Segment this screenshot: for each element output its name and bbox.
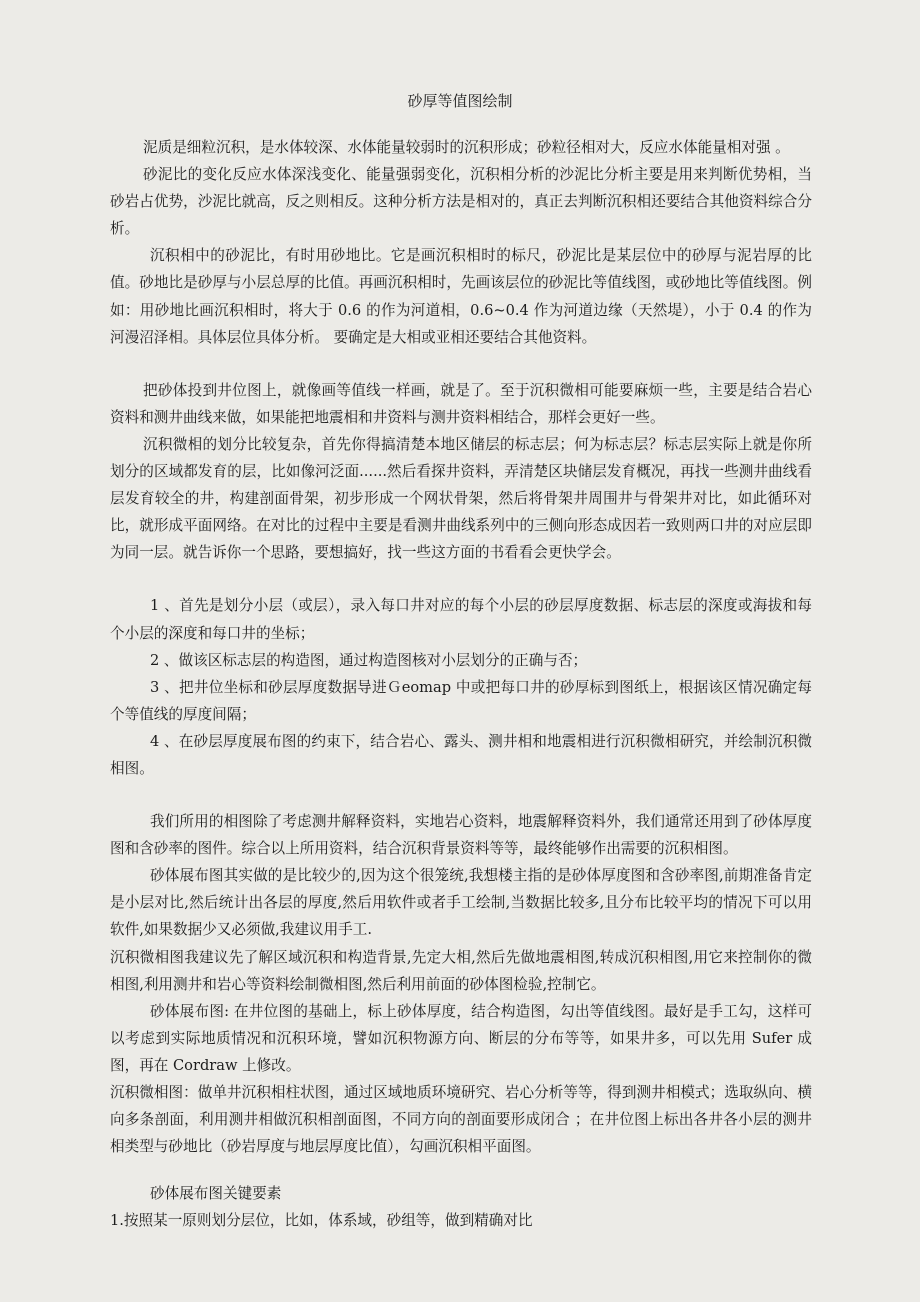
- paragraph-2: 砂泥比的变化反应水体深浅变化、能量强弱变化，沉积相分析的沙泥比分析主要是用来判断优势相，当砂岩占优势，沙泥比就高，反之则相反。这种分析方法是相对的，真正去判断沉积相还要结合其他资料综合分析。: [110, 166, 812, 238]
- step-2: 2 、做该区标志层的构造图，通过构造图核对小层划分的正确与否；: [150, 651, 588, 669]
- step-4: 4 、在砂层厚度展布图的约束下，结合岩心、露头、测井相和地震相进行沉积微相研究，并绘制沉积微相图。: [110, 732, 812, 777]
- paragraph-6: 我们所用的相图除了考虑测井解释资料，实地岩心资料，地震解释资料外，我们通常还用到了砂体厚度图和含砂率的图件。综合以上所用资料，结合沉积背景资料等等，最终能够作出需要的沉积相图。: [110, 813, 812, 858]
- paragraph-8: 沉积微相图我建议先了解区域沉积和构造背景,先定大相,然后先做地震相图,转成沉积相图,用它来控制你的微相图,利用测井和岩心等资料绘制微相图,然后利用前面的砂体图检验,控制它。: [110, 948, 812, 993]
- paragraph-4: 把砂体投到井位图上，就像画等值线一样画，就是了。至于沉积微相可能要麻烦一些，主要是结合岩心资料和测井曲线来做，如果能把地震相和井资料与测井资料相结合，那样会更好一些。: [110, 381, 812, 426]
- paragraph-10: 沉积微相图：做单井沉积相柱状图，通过区域地质环境研究、岩心分析等等，得到测井相模式；选取纵向、横向多条剖面，利用测井相做沉积相剖面图，不同方向的剖面要形成闭合 ；在井位图上标出各井各小层的测井相类型与砂地比（砂岩厚度与地层厚度比值），勾画沉积相平面图。: [110, 1084, 812, 1156]
- step-3: 3 、把井位坐标和砂层厚度数据导进Ｇeomap 中或把每口井的砂厚标到图纸上，根据该区情况确定每个等值线的厚度间隔；: [110, 678, 812, 723]
- spacer: [110, 782, 812, 808]
- paragraph-9: 砂体展布图: 在井位图的基础上，标上砂体厚度，结合构造图，勾出等值线图。最好是手工勾，这样可以考虑到实际地质情况和沉积环境，譬如沉积物源方向、断层的分布等等，如果井多，可以先用 Sufer 成图，再在 Cordraw 上修改。: [110, 1002, 812, 1074]
- paragraph-7: 砂体展布图其实做的是比较少的,因为这个很笼统,我想楼主指的是砂体厚度图和含砂率图,前期准备肯定是小层对比,然后统计出各层的厚度,然后用软件或者手工绘制,当数据比较多,且分布比较平均的情况下可以用软件,如果数据少又必须做,我建议用手工.: [110, 867, 812, 939]
- list-item-1: 1.按照某一原则划分层位，比如，体系域，砂组等，做到精确对比: [110, 1212, 533, 1230]
- paragraph-5: 沉积微相的划分比较复杂，首先你得搞清楚本地区储层的标志层；何为标志层？标志层实际上就是你所划分的区域都发育的层，比如像河泛面......然后看探井资料，弄清楚区块储层发育概况，再找一些测井曲线看层发育较全的井，构建剖面骨架，初步形成一个网状骨架，然后将骨架井周围井与骨架井对比，如此循环对比，就形成平面网络。在对比的过程中主要是看测井曲线系列中的三侧向形态成因若一致则两口井的对应层即为同一层。就告诉你一个思路，要想搞好，找一些这方面的书看看会更快学会。: [110, 435, 812, 562]
- spacer: [110, 351, 812, 377]
- section-heading: 砂体展布图关键要素: [150, 1185, 282, 1203]
- paragraph-3: 沉积相中的砂泥比，有时用砂地比。它是画沉积相时的标尺，砂泥比是某层位中的砂厚与泥岩厚的比值。砂地比是砂厚与小层总厚的比值。再画沉积相时，先画该层位的砂泥比等值线图，或砂地比等值线图。例如：用砂地比画沉积相时，将大于 0.6 的作为河道相，0.6~0.4 作为河道边缘（天然堤），小于 0.4 的作为河漫沼泽相。具体层位具体分析。 要确定是大相或亚相还要结合其他资料。: [110, 247, 812, 346]
- paragraph-1: 泥质是细粒沉积，是水体较深、水体能量较弱时的沉积形成；砂粒径相对大，反应水体能量相对强 。: [143, 139, 790, 156]
- spacer: [110, 566, 812, 592]
- document-body: [110, 134, 812, 1234]
- spacer: [110, 1160, 812, 1180]
- page-title: 砂厚等值图绘制: [407, 92, 513, 110]
- step-1: 1 、首先是划分小层（或层），录入每口井对应的每个小层的砂层厚度数据、标志层的深度或海拔和每个小层的深度和每口井的坐标；: [110, 597, 812, 642]
